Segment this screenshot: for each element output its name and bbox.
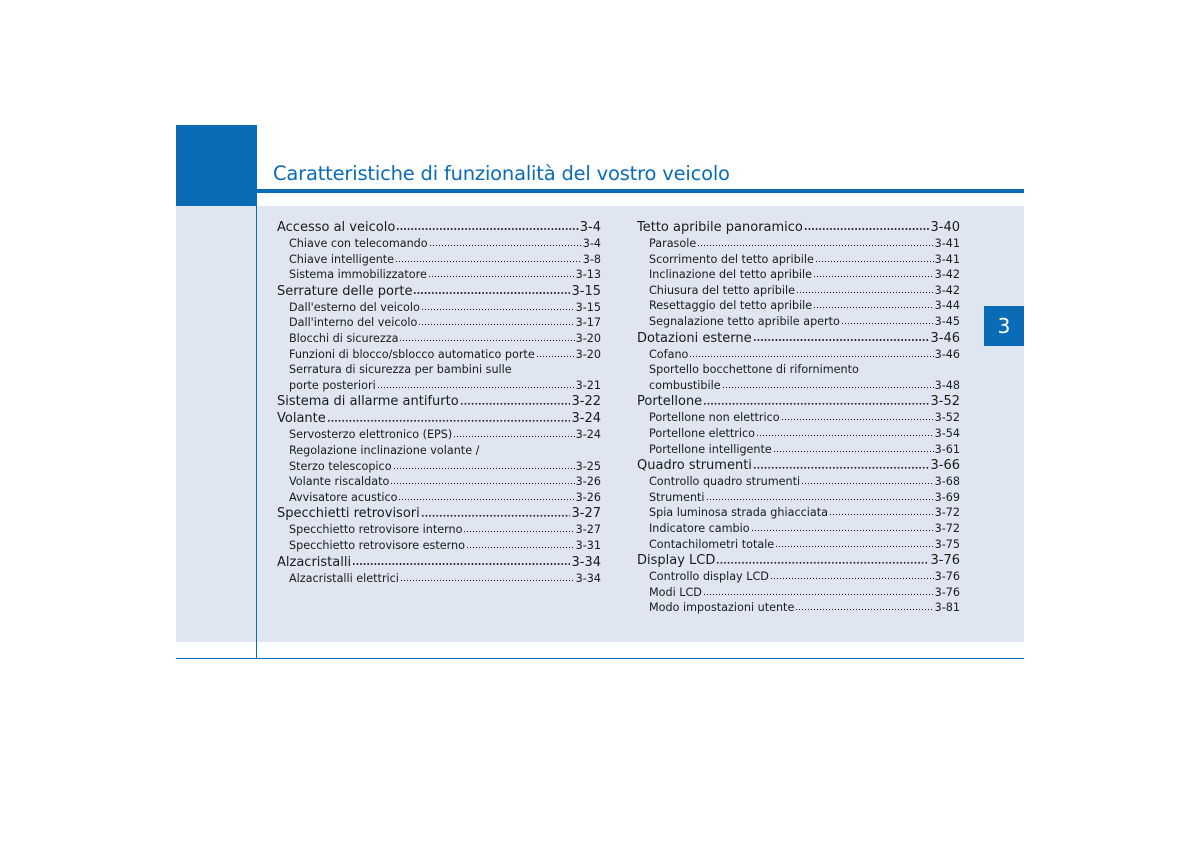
toc-entry-label: Servosterzo elettronico (EPS) <box>289 428 453 442</box>
dot-leader <box>770 570 934 580</box>
dot-leader <box>393 459 575 469</box>
toc-page-number: 3-41 <box>934 237 960 250</box>
dot-leader <box>697 237 933 247</box>
toc-subsection-entry[interactable] <box>277 538 601 554</box>
dot-leader <box>796 284 934 294</box>
toc-subsection-entry[interactable] <box>637 426 960 442</box>
toc-page-number: 3-15 <box>575 300 601 314</box>
toc-page-number: 3-66 <box>930 458 960 474</box>
toc-entry-label: Scorrimento del tetto apribile <box>649 252 814 266</box>
dot-leader <box>815 253 934 263</box>
toc-subsection-entry[interactable] <box>277 459 601 475</box>
toc-entry-label: combustibile <box>649 378 721 392</box>
dot-leader <box>398 491 574 501</box>
toc-page-number: 3-75 <box>934 537 960 551</box>
toc-entry-label: Sterzo telescopico <box>289 459 392 473</box>
dot-leader <box>753 457 930 469</box>
toc-entry-label: Quadro strumenti <box>637 458 752 474</box>
dot-leader <box>841 315 934 325</box>
toc-page-number: 3-4 <box>582 237 601 250</box>
toc-page-number: 3-41 <box>934 252 960 266</box>
toc-subsection-entry[interactable] <box>637 267 960 283</box>
dot-leader <box>463 523 574 533</box>
toc-section-entry[interactable] <box>637 393 960 410</box>
toc-page-number: 3-76 <box>930 553 960 569</box>
toc-entry-label: Controllo display LCD <box>649 570 769 584</box>
dot-leader <box>781 411 934 421</box>
toc-page-number: 3-8 <box>582 252 601 266</box>
toc-subsection-entry[interactable] <box>277 347 601 363</box>
toc-subsection-entry <box>637 362 960 378</box>
toc-page-number: 3-52 <box>930 394 960 410</box>
toc-subsection-entry[interactable] <box>637 298 960 314</box>
toc-page-number: 3-81 <box>934 601 960 615</box>
toc-column-left <box>277 219 601 586</box>
toc-page-number: 3-48 <box>934 378 960 392</box>
toc-entry-label: Parasole <box>649 237 697 250</box>
page-title: Caratteristiche di funzionalità del vostro veicolo <box>273 162 730 185</box>
dot-leader <box>773 442 934 452</box>
toc-page-number: 3-22 <box>571 394 601 410</box>
toc-page-number: 3-42 <box>934 268 960 282</box>
toc-page-number: 3-26 <box>575 490 601 504</box>
toc-subsection-entry[interactable] <box>637 490 960 506</box>
dot-leader <box>421 506 571 518</box>
dot-leader <box>804 219 930 231</box>
dot-leader <box>716 552 929 564</box>
toc-page-number: 3-27 <box>575 523 601 537</box>
dot-leader <box>703 586 934 596</box>
toc-section-entry[interactable] <box>277 393 601 410</box>
chapter-color-block <box>176 125 257 206</box>
toc-page-number: 3-76 <box>934 570 960 584</box>
toc-subsection-entry[interactable] <box>637 585 960 601</box>
dot-leader <box>421 301 575 311</box>
toc-subsection-entry[interactable] <box>277 427 601 443</box>
toc-page-number: 3-46 <box>934 347 960 361</box>
dot-leader <box>377 379 575 389</box>
toc-page-number: 3-34 <box>571 554 601 570</box>
toc-page-number: 3-4 <box>579 220 601 235</box>
toc-entry-label: Specchietto retrovisore interno <box>289 523 463 537</box>
toc-subsection-entry[interactable] <box>637 347 960 363</box>
dot-leader <box>775 537 933 547</box>
toc-page-number: 3-25 <box>575 459 601 473</box>
left-divider <box>256 206 257 659</box>
toc-entry-label: Sportello bocchettone di rifornimento <box>649 363 859 377</box>
toc-subsection-entry[interactable] <box>277 252 601 268</box>
toc-entry-label: Specchietti retrovisori <box>277 506 420 522</box>
dot-leader <box>706 491 934 501</box>
toc-subsection-entry <box>277 362 601 378</box>
dot-leader <box>399 332 574 342</box>
toc-entry-label: Portellone non elettrico <box>649 411 780 425</box>
dot-leader <box>418 316 574 326</box>
toc-subsection-entry[interactable] <box>277 331 601 347</box>
toc-page-number: 3-42 <box>934 283 960 297</box>
toc-subsection-entry[interactable] <box>637 252 960 268</box>
toc-page-number: 3-69 <box>934 490 960 504</box>
toc-entry-label: Volante <box>277 411 326 427</box>
toc-entry-label: Accesso al veicolo <box>277 220 396 235</box>
toc-subsection-entry[interactable] <box>277 315 601 331</box>
toc-subsection-entry[interactable] <box>637 314 960 330</box>
dot-leader <box>753 330 930 342</box>
toc-subsection-entry[interactable] <box>637 474 960 490</box>
toc-subsection-entry[interactable] <box>637 236 960 252</box>
toc-page-number: 3-54 <box>934 426 960 440</box>
toc-entry-label: Strumenti <box>649 490 705 504</box>
toc-entry-label: Serratura di sicurezza per bambini sulle <box>289 363 512 377</box>
toc-page-number: 3-20 <box>575 331 601 345</box>
toc-section-entry[interactable] <box>637 219 960 236</box>
toc-page-number: 3-76 <box>934 585 960 599</box>
dot-leader <box>453 428 574 438</box>
toc-page-number: 3-72 <box>934 521 960 535</box>
toc-entry-label: Dall'esterno del veicolo <box>289 300 420 314</box>
dot-leader <box>722 379 934 389</box>
toc-subsection-entry[interactable] <box>277 378 601 394</box>
toc-page-number: 3-46 <box>930 330 960 346</box>
toc-page-number: 3-52 <box>934 411 960 425</box>
toc-subsection-entry[interactable] <box>277 490 601 506</box>
toc-entry-label: Volante riscaldato <box>289 475 390 489</box>
toc-section-entry[interactable] <box>277 554 601 571</box>
toc-page-number: 3-15 <box>571 283 601 299</box>
toc-column-right <box>637 219 960 616</box>
toc-entry-label: Blocchi di sicurezza <box>289 331 399 345</box>
toc-entry-label: Cofano <box>649 347 689 361</box>
toc-entry-label: Segnalazione tetto apribile aperto <box>649 314 840 328</box>
dot-leader <box>327 411 571 423</box>
toc-entry-label: Portellone intelligente <box>649 442 772 456</box>
toc-section-entry[interactable] <box>637 457 960 474</box>
toc-entry-label: Portellone elettrico <box>649 426 756 440</box>
toc-section-entry[interactable] <box>277 219 601 236</box>
toc-entry-label: Display LCD <box>637 553 716 569</box>
toc-page-number: 3-40 <box>930 220 960 235</box>
toc-subsection-entry[interactable] <box>277 522 601 538</box>
dot-leader <box>429 237 582 247</box>
toc-subsection-entry[interactable] <box>277 474 601 490</box>
toc-entry-label: Dotazioni esterne <box>637 330 752 346</box>
toc-entry-label: Resettaggio del tetto apribile <box>649 299 813 313</box>
dot-leader <box>396 219 578 231</box>
toc-entry-label: Spia luminosa strada ghiacciata <box>649 506 828 520</box>
dot-leader <box>756 427 934 437</box>
toc-page-number: 3-24 <box>575 428 601 442</box>
toc-section-entry[interactable] <box>277 410 601 427</box>
toc-entry-label: Chiusura del tetto apribile <box>649 283 795 297</box>
toc-entry-label: Alzacristalli elettrici <box>289 571 399 585</box>
toc-entry-label: Serrature delle porte <box>277 283 413 299</box>
toc-page-number: 3-61 <box>934 442 960 456</box>
toc-entry-label: Sistema di allarme antifurto <box>277 394 459 410</box>
toc-entry-label: Portellone <box>637 394 703 410</box>
toc-page-number: 3-45 <box>934 314 960 328</box>
dot-leader <box>829 506 934 516</box>
toc-entry-label: Indicatore cambio <box>649 521 750 535</box>
dot-leader <box>460 394 571 406</box>
toc-page-number: 3-68 <box>934 475 960 489</box>
toc-page-number: 3-17 <box>575 316 601 330</box>
toc-subsection-entry[interactable] <box>637 505 960 521</box>
toc-subsection-entry[interactable] <box>637 410 960 426</box>
title-underline <box>257 189 1024 193</box>
dot-leader <box>428 268 575 278</box>
toc-page-number: 3-13 <box>575 268 601 282</box>
toc-entry-label: Regolazione inclinazione volante / <box>289 443 480 457</box>
dot-leader <box>795 601 933 611</box>
toc-section-entry[interactable] <box>277 283 601 300</box>
toc-entry-label: Funzioni di blocco/sblocco automatico porte <box>289 347 535 361</box>
dot-leader <box>751 522 934 532</box>
toc-page-number: 3-27 <box>571 506 601 522</box>
dot-leader <box>395 253 582 263</box>
toc-subsection-entry <box>277 443 601 459</box>
dot-leader <box>536 347 575 357</box>
toc-entry-label: Contachilometri totale <box>649 537 775 551</box>
dot-leader <box>413 283 570 295</box>
toc-page-number: 3-34 <box>575 571 601 585</box>
toc-page-number: 3-20 <box>575 347 601 361</box>
dot-leader <box>466 539 575 549</box>
toc-entry-label: Inclinazione del tetto apribile <box>649 268 813 282</box>
toc-subsection-entry[interactable] <box>637 442 960 458</box>
toc-subsection-entry[interactable] <box>277 236 601 252</box>
dot-leader <box>801 475 933 485</box>
toc-entry-label: Avvisatore acustico <box>289 490 398 504</box>
toc-subsection-entry[interactable] <box>637 569 960 585</box>
toc-page-number: 3-44 <box>934 299 960 313</box>
toc-entry-label: Tetto apribile panoramico <box>637 220 803 235</box>
toc-page-number: 3-72 <box>934 506 960 520</box>
dot-leader <box>813 268 934 278</box>
toc-entry-label: Sistema immobilizzatore <box>289 268 427 282</box>
bottom-divider <box>176 658 1024 659</box>
dot-leader <box>390 475 574 485</box>
chapter-tab[interactable]: 3 <box>984 306 1024 346</box>
dot-leader <box>703 394 929 406</box>
dot-leader <box>813 299 933 309</box>
toc-entry-label: Alzacristalli <box>277 554 352 570</box>
toc-entry-label: Chiave intelligente <box>289 252 395 266</box>
toc-subsection-entry[interactable] <box>277 300 601 316</box>
toc-page-number: 3-26 <box>575 475 601 489</box>
toc-section-entry[interactable] <box>637 552 960 569</box>
toc-entry-label: Controllo quadro strumenti <box>649 475 801 489</box>
toc-subsection-entry[interactable] <box>277 267 601 283</box>
dot-leader <box>689 347 933 357</box>
toc-entry-label: porte posteriori <box>289 378 376 392</box>
toc-entry-label: Modo impostazioni utente <box>649 601 795 615</box>
toc-page-number: 3-31 <box>575 538 601 552</box>
toc-entry-label: Modi LCD <box>649 585 702 599</box>
toc-entry-label: Chiave con telecomando <box>289 237 428 250</box>
toc-entry-label: Specchietto retrovisore esterno <box>289 538 465 552</box>
toc-subsection-entry[interactable] <box>277 571 601 587</box>
toc-subsection-entry[interactable] <box>637 378 960 394</box>
dot-leader <box>352 554 570 566</box>
dot-leader <box>400 571 575 581</box>
toc-section-entry[interactable] <box>277 505 601 522</box>
toc-entry-label: Dall'interno del veicolo <box>289 316 418 330</box>
toc-subsection-entry[interactable] <box>637 521 960 537</box>
toc-section-entry[interactable] <box>637 330 960 347</box>
toc-subsection-entry[interactable] <box>637 283 960 299</box>
toc-subsection-entry[interactable] <box>637 600 960 616</box>
toc-subsection-entry[interactable] <box>637 537 960 553</box>
toc-page-number: 3-24 <box>571 411 601 427</box>
toc-page-number: 3-21 <box>575 378 601 392</box>
